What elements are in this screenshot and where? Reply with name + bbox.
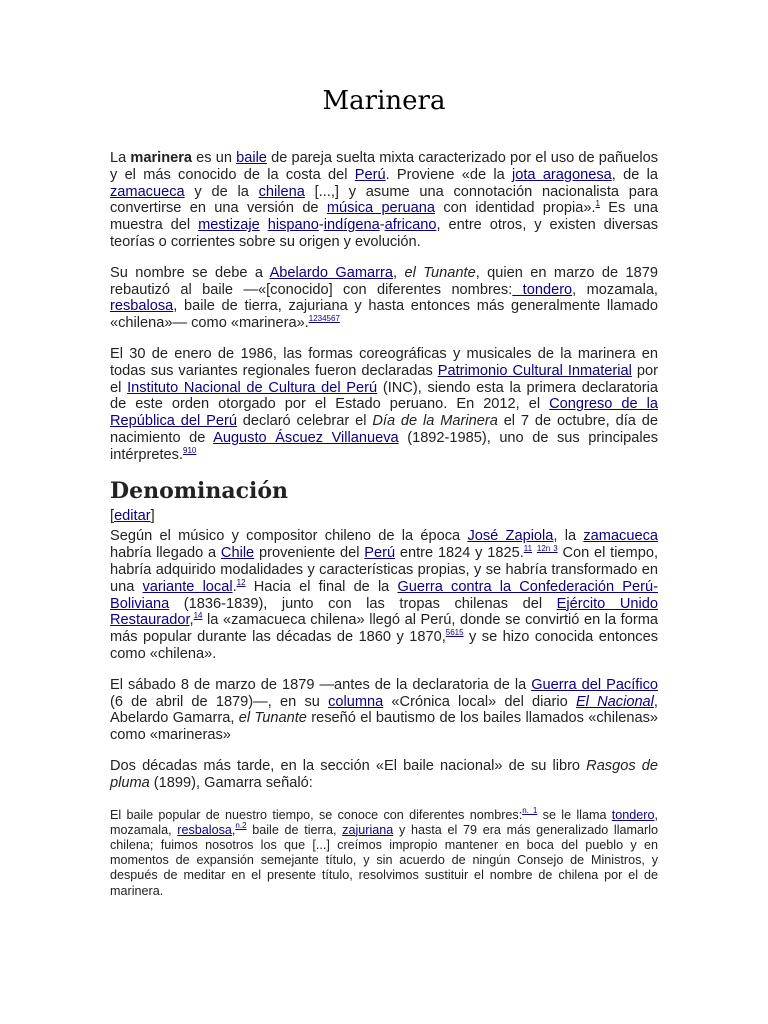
page-title: Marinera — [322, 86, 446, 116]
text: y hasta el 79 era más generalizado llamarlo chilena; fuimos nosotros los que [...] creímos impropio mantener en boca del pueblo y en momentos de expansión semejante título, y sin acuerdo de ningún Consejo de Ministros, y después de meditar en el presente título, resolvimos sustituir el nombre de chilena por el de marinera. — [110, 822, 658, 898]
book-title: Rasgos de pluma — [110, 757, 658, 791]
text: , entre otros, y existen diversas teorías o corrientes sobre su origen y evolución. — [110, 217, 658, 250]
link-resbalosa[interactable]: resbalosa — [110, 298, 174, 315]
link-ejercito-unido[interactable]: Ejército Unido Restaurador — [110, 595, 658, 629]
quote-block — [110, 805, 658, 899]
link-africano[interactable]: africano — [384, 217, 437, 234]
bold-term: marinera — [130, 150, 193, 166]
text: Su nombre se debe a — [110, 264, 270, 281]
text: , — [189, 612, 194, 629]
link-jota-aragonesa[interactable]: jota aragonesa — [512, 166, 612, 183]
text: por el — [110, 362, 658, 396]
origin-paragraph — [110, 528, 658, 662]
link-resbalosa[interactable]: resbalosa — [177, 822, 232, 837]
reference-link[interactable]: 12 — [236, 577, 246, 587]
link-indigena[interactable]: indígena — [323, 217, 380, 234]
edit-section — [110, 508, 658, 525]
text: «Crónica local» del diario — [383, 693, 576, 710]
text: con identidad propia». — [435, 200, 596, 217]
italic-term: Día de la Marinera — [372, 413, 498, 430]
text: , — [231, 822, 236, 837]
reference-link[interactable]: 12n 3 — [536, 544, 558, 554]
text: , quien en marzo de 1879 rebautizó al baile —«[conocido] con diferentes nombres: — [110, 264, 658, 298]
reference-link[interactable]: 14 — [193, 611, 203, 621]
text: , — [392, 264, 405, 281]
reference-link[interactable]: 910 — [183, 445, 197, 455]
note-link[interactable]: n.2 — [235, 820, 247, 830]
edit-link[interactable]: editar — [114, 507, 151, 524]
text: El sábado 8 de marzo de 1879 —antes de la declaratoria de la — [110, 676, 532, 693]
text: , Abelardo Gamarra, — [110, 693, 658, 727]
link-jose-zapiola[interactable]: José Zapiola — [467, 528, 554, 545]
link-zajuriana[interactable]: zajuriana — [342, 822, 394, 837]
text: reseñó el bautismo de los bailes llamados «chilenas» como «marineras» — [110, 710, 658, 744]
link-zamacueca[interactable]: zamacueca — [110, 183, 185, 200]
text: el 7 de octubre, día de nacimiento de — [110, 413, 658, 446]
link-musica-peruana[interactable]: música peruana — [326, 200, 436, 217]
link-mestizaje[interactable]: mestizaje — [198, 217, 260, 234]
text: Hacia el final de la — [245, 578, 398, 595]
bracket: [ — [110, 507, 115, 524]
text: , mozamala, — [572, 281, 658, 298]
text: Es una muestra del — [110, 200, 659, 234]
link-congreso[interactable]: Congreso de la República del Perú — [110, 396, 658, 430]
link-tondero[interactable]: tondero — [611, 807, 655, 822]
link-guerra-confederacion[interactable]: Guerra contra la Confederación Perú-Boliviana — [110, 578, 658, 612]
text: y de la — [184, 183, 259, 200]
text — [260, 217, 268, 233]
link-chilena[interactable]: chilena — [258, 183, 305, 200]
note-link[interactable]: n. 1 — [522, 805, 538, 815]
text: Dos décadas más tarde, en la sección «El baile nacional» de su libro — [110, 757, 587, 774]
text: de pareja suelta mixta caracterizado por el uso de pañuelos y el más conocido de la costa del — [110, 150, 658, 183]
article — [110, 86, 658, 899]
link-variante-local[interactable]: variante local — [142, 578, 233, 595]
text: , baile de tierra, zajuriana y hasta entonces más generalmente llamado «chilena»— como «marinera». — [110, 298, 658, 332]
intro-paragraph — [110, 150, 658, 251]
text: (1899), Gamarra señaló: — [149, 774, 313, 791]
text: , de la — [611, 166, 658, 183]
link-zamacueca[interactable]: zamacueca — [583, 528, 659, 545]
link-chile[interactable]: Chile — [220, 545, 255, 562]
saturday-paragraph — [110, 677, 658, 744]
text: , la — [553, 528, 584, 545]
text: - — [318, 217, 324, 234]
text: declaró celebrar el — [236, 413, 373, 430]
link-peru[interactable]: Perú — [354, 166, 386, 183]
text: (INC), siendo esta la primera declaratoria de este orden otorgado por el Estado peruano. En 2012, el — [110, 379, 658, 413]
reference-link[interactable]: 5615 — [445, 628, 464, 638]
reference-link[interactable]: 1234567 — [308, 314, 340, 324]
text: entre 1824 y 1825. — [395, 545, 524, 562]
link-guerra-pacifico[interactable]: Guerra del Pacífico — [531, 676, 658, 693]
link-instituto-nacional[interactable]: Instituto Nacional de Cultura del Perú — [127, 379, 378, 396]
text: . — [232, 578, 237, 595]
link-baile[interactable]: baile — [236, 150, 267, 166]
text: proveniente del — [254, 545, 365, 562]
text: y se hizo conocida entonces como «chilena». — [110, 629, 658, 662]
link-peru[interactable]: Perú — [364, 545, 396, 562]
reference-link[interactable]: 1 — [595, 199, 600, 209]
link-augusto-ascuez[interactable]: Augusto Áscuez Villanueva — [213, 429, 399, 446]
decades-paragraph — [110, 758, 658, 792]
reference-link[interactable]: 11 — [523, 544, 533, 554]
heritage-paragraph — [110, 346, 658, 464]
text: . Proviene «de la — [385, 166, 513, 183]
text: (1892-1985), uno de sus principales intérpretes. — [110, 429, 658, 463]
text: (1836-1839), junto con las tropas chilenas del — [169, 595, 557, 612]
link-hispano[interactable]: hispano — [267, 217, 319, 234]
text: , mozamala, — [110, 807, 658, 837]
text: se le llama — [537, 807, 612, 822]
text: El baile popular de nuestro tiempo, se conoce con diferentes nombres: — [110, 807, 523, 822]
text: Con el tiempo, habría adquirido modalidades y características propias, y se habría transformado en una — [110, 545, 658, 595]
link-patrimonio-cultural[interactable]: Patrimonio Cultural Inmaterial — [437, 362, 632, 379]
section-heading: Denominación — [110, 477, 289, 504]
text: - — [379, 217, 385, 234]
italic-term: el Tunante — [404, 264, 476, 281]
text: La — [110, 150, 131, 166]
link-abelardo-gamarra[interactable]: Abelardo Gamarra — [269, 264, 393, 281]
text: [...,] y asume una connotación nacionalista para convertirse en una versión de — [110, 183, 658, 217]
link-el-nacional[interactable]: El Nacional — [575, 693, 654, 710]
text: Según el músico y compositor chileno de la época — [110, 528, 468, 545]
bracket: ] — [150, 507, 155, 524]
text: habría llegado a — [110, 545, 221, 562]
text: la «zamacueca chilena» llegó al Perú, donde se convirtió en la forma más popular durante las décadas de 1860 y 1870, — [110, 612, 658, 646]
link-columna[interactable]: columna — [328, 693, 384, 710]
text: (6 de abril de 1879)—, en su — [110, 693, 329, 710]
text: El 30 de enero de 1986, las formas coreográficas y musicales de la marinera en todas sus variantes regionales fueron declaradas — [110, 345, 658, 379]
text: es un — [192, 150, 237, 166]
link-tondero[interactable]: tondero — [512, 281, 573, 298]
italic-term: el Tunante — [238, 710, 307, 727]
text: baile de tierra, — [246, 822, 343, 837]
name-paragraph — [110, 265, 658, 332]
